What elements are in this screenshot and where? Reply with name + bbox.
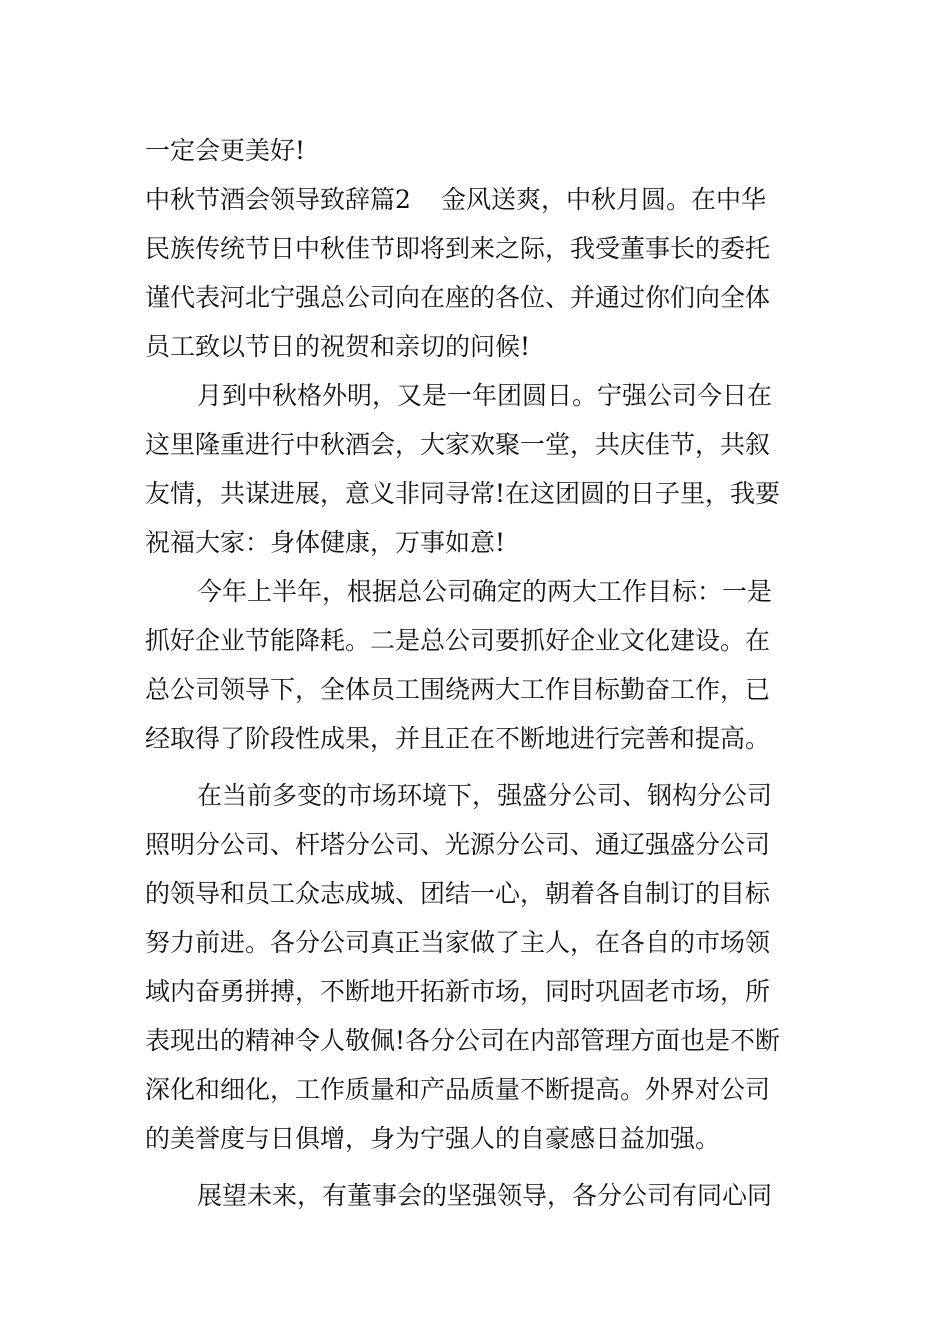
paragraph-first-line: 今年上半年，根据总公司确定的两大工作目标：一是 (197, 577, 773, 606)
text-line: 表现出的精神令人敬佩!各分公司在内部管理方面也是不断 (145, 1026, 781, 1055)
text-line: 努力前进。各分公司真正当家做了主人，在各自的市场领 (145, 928, 771, 957)
text-line: 这里隆重进行中秋酒会，大家欢聚一堂，共庆佳节，共叙 (145, 430, 771, 459)
text-line: 一定会更美好! (145, 136, 306, 165)
paragraph-first-line: 在当前多变的市场环境下，强盛分公司、钢构分公司 (197, 781, 773, 810)
section-title: 中秋节酒会领导致辞篇2 (145, 185, 411, 214)
paragraph-first-line: 展望未来，有董事会的坚强领导，各分公司有同心同 (197, 1181, 773, 1210)
section-heading-line (145, 184, 810, 216)
text-line: 的美誉度与日俱增，身为宁强人的自豪感日益加强。 (145, 1124, 721, 1153)
text-line: 深化和细化，工作质量和产品质量不断提高。外界对公司 (145, 1075, 771, 1104)
text-line: 抓好企业节能降耗。二是总公司要抓好企业文化建设。在 (145, 626, 771, 655)
text-line: 祝福大家：身体健康，万事如意! (145, 528, 506, 557)
text-line: 域内奋勇拼搏，不断地开拓新市场，同时巩固老市场，所 (145, 977, 771, 1006)
paragraph-first-line: 月到中秋格外明，又是一年团圆日。宁强公司今日在 (197, 381, 773, 410)
text-line: 经取得了阶段性成果，并且正在不断地进行完善和提高。 (145, 724, 771, 753)
text-line: 谨代表河北宁强总公司向在座的各位、并通过你们向全体 (145, 283, 771, 312)
text-line: 民族传统节日中秋佳节即将到来之际，我受董事长的委托 (145, 234, 771, 263)
text-line: 员工致以节日的祝贺和亲切的问候! (145, 332, 531, 361)
text-line: 的领导和员工众志成城、团结一心，朝着各自制订的目标 (145, 879, 771, 908)
text-line: 总公司领导下，全体员工围绕两大工作目标勤奋工作，已 (145, 675, 771, 704)
text-line: 照明分公司、杆塔分公司、光源分公司、通辽强盛分公司 (145, 830, 771, 859)
text-line: 友情，共谋进展，意义非同寻常!在这团圆的日子里，我要 (145, 479, 781, 508)
paragraph-start: 金风送爽，中秋月圆。在中华 (441, 185, 767, 214)
